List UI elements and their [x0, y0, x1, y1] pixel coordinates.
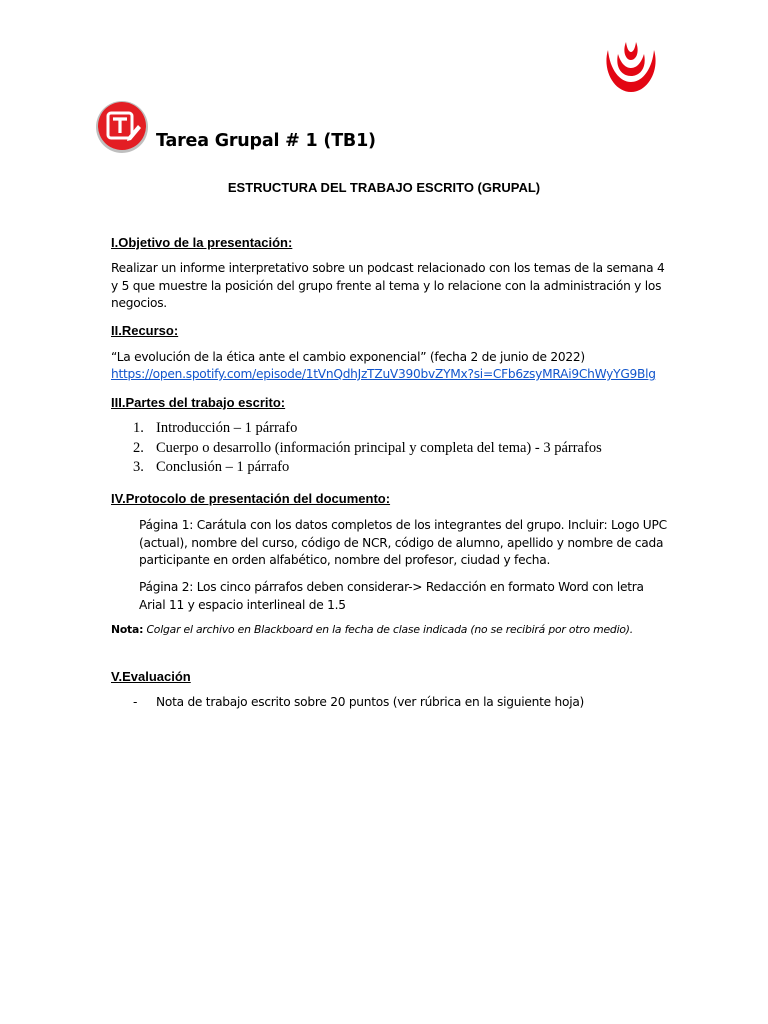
- list-item-text: Introducción – 1 párrafo: [156, 420, 298, 436]
- parts-list: [133, 419, 602, 478]
- task-title: Tarea Grupal # 1 (TB1): [156, 131, 376, 151]
- evaluation-item-text: Nota de trabajo escrito sobre 20 puntos (ver rúbrica en la siguiente hoja): [156, 695, 585, 709]
- protocol-page2-text: Página 2: Los cinco párrafos deben considerar-> Redacción en formato Word con letra Arial 11 y espacio interlineal de 1.5: [139, 580, 644, 612]
- section-evaluation-title: V.Evaluación: [111, 669, 191, 684]
- resource-text: “La evolución de la ética ante el cambio exponencial” (fecha 2 de junio de 2022): [111, 350, 585, 364]
- protocol-page1-text: Página 1: Carátula con los datos completos de los integrantes del grupo. Incluir: Logo UPC (actual), nombre del curso, código de NCR, código de alumno, apellido y nombre de cada participante en orden alfabético, nombre del profesor, ciudad y fecha.: [139, 518, 667, 567]
- document-heading: ESTRUCTURA DEL TRABAJO ESCRITO (GRUPAL): [227, 180, 541, 195]
- note-text: Colgar el archivo en Blackboard en la fecha de clase indicada (no se recibirá por otro medio).: [146, 623, 634, 636]
- section-protocol-title: IV.Protocolo de presentación del documento:: [111, 491, 391, 506]
- list-item: [133, 439, 602, 459]
- list-number: 2.: [133, 439, 144, 456]
- list-number: 1.: [133, 420, 144, 436]
- list-item: [133, 458, 602, 478]
- list-number: 3.: [133, 459, 144, 475]
- section-resource-title: II.Recurso:: [111, 323, 179, 338]
- bullet-dash: -: [133, 695, 138, 709]
- list-item-text: Cuerpo o desarrollo (información principal y completa del tema) - 3 párrafos: [156, 439, 602, 456]
- list-item: [133, 419, 602, 439]
- note-label: Nota:: [111, 623, 144, 636]
- upc-logo-icon: [600, 40, 662, 98]
- objective-text: Realizar un informe interpretativo sobre un podcast relacionado con los temas de la semana 4 y 5 que muestre la posición del grupo frente al tema y lo relacione con la administración y los negocios.: [111, 261, 665, 310]
- list-item-text: Conclusión – 1 párrafo: [156, 459, 290, 475]
- protocol-note: [111, 623, 633, 636]
- tb-task-icon: [94, 100, 154, 156]
- section-parts-title: III.Partes del trabajo escrito:: [111, 395, 286, 410]
- evaluation-item: [133, 695, 584, 709]
- spotify-episode-link[interactable]: https://open.spotify.com/episode/1tVnQdhJzTZuV390bvZYMx?si=CFb6zsyMRAi9ChWyYG9Blg: [111, 367, 656, 381]
- section-objective-title: I.Objetivo de la presentación:: [111, 235, 293, 250]
